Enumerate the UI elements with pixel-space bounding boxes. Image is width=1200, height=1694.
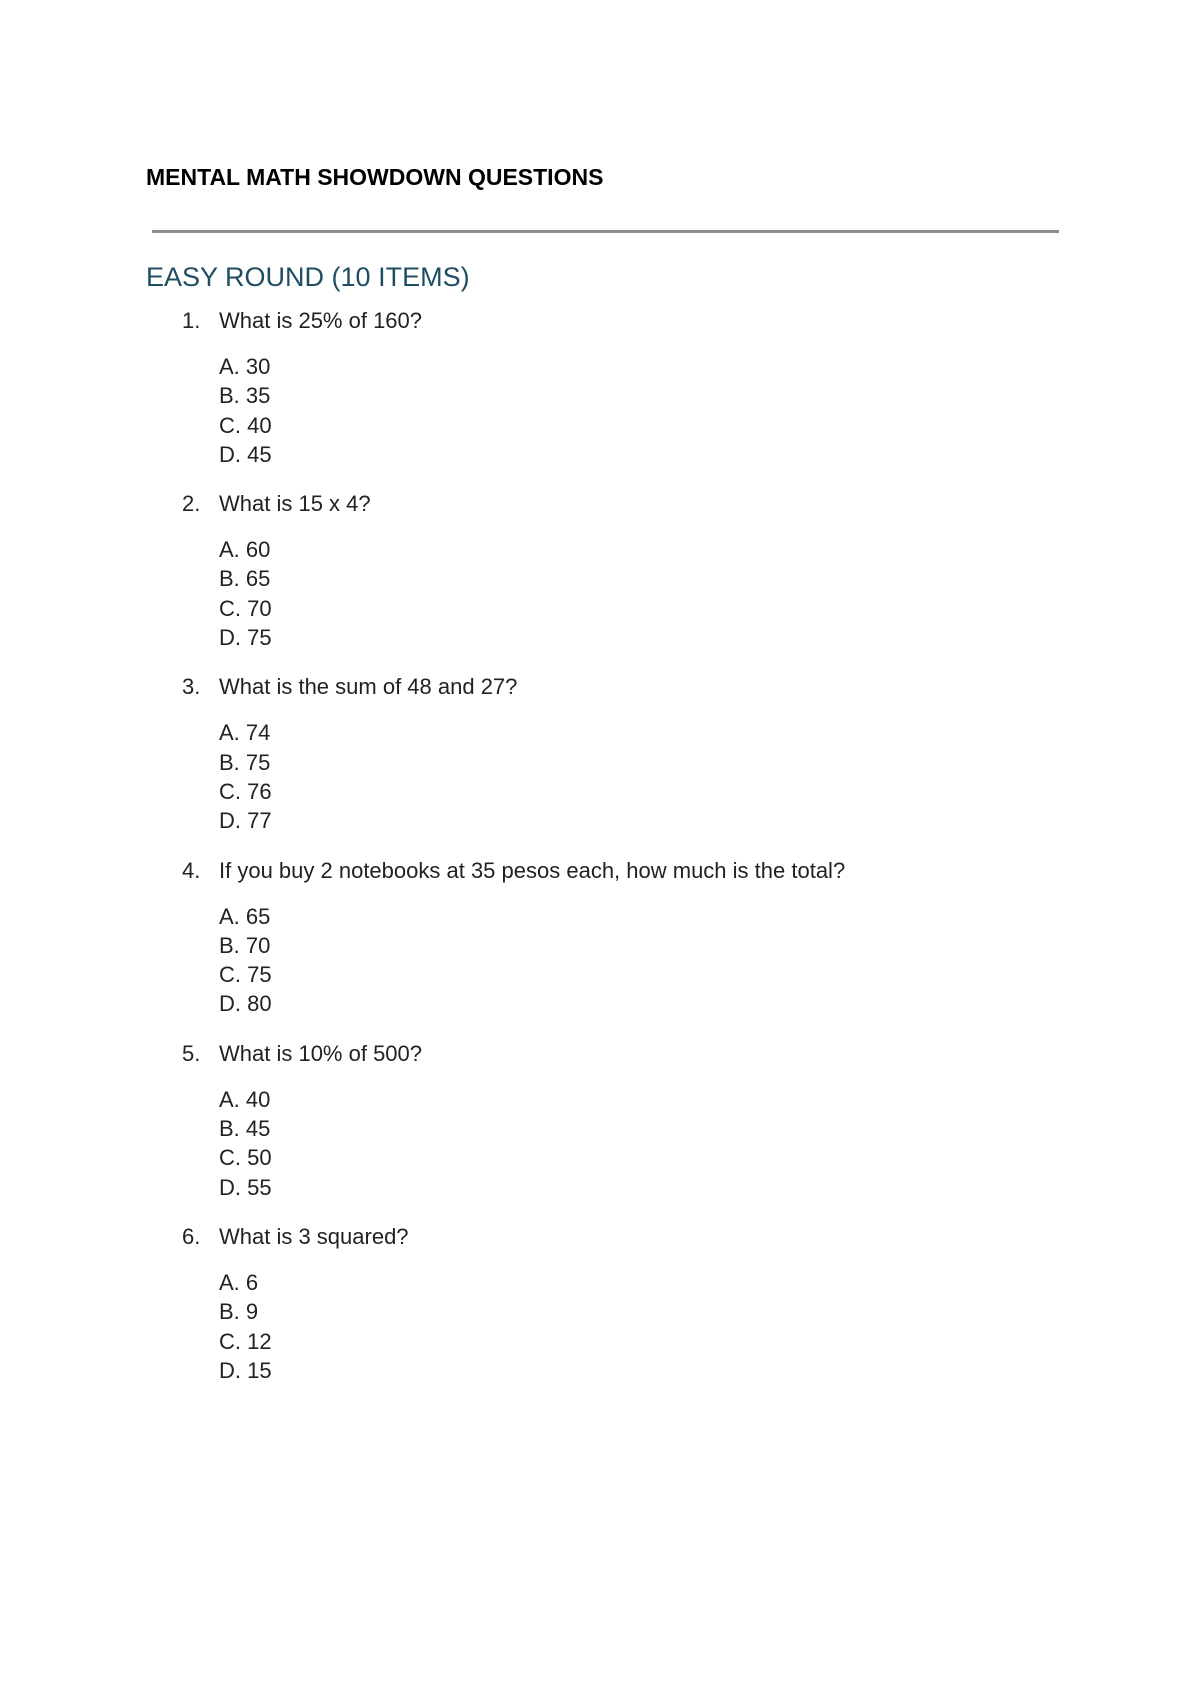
question-item (146, 856, 1126, 1019)
question-item (146, 306, 1126, 469)
option-b: B. 45 (219, 1116, 271, 1142)
option-list (146, 352, 1126, 469)
question-item (146, 489, 1126, 652)
option-d: D. 77 (219, 808, 272, 834)
option-a: A. 74 (219, 720, 271, 746)
option-a: A. 30 (219, 354, 271, 379)
question-text: If you buy 2 notebooks at 35 pesos each, how much is the total? (219, 857, 846, 883)
question-number: 6. (182, 1223, 201, 1249)
option-list (146, 902, 1126, 1019)
question-item (146, 1222, 1126, 1385)
option-list (146, 1268, 1126, 1385)
option-d: D. 80 (219, 991, 272, 1017)
option-c: C. 40 (219, 412, 272, 438)
option-b: B. 35 (219, 383, 271, 409)
question-item (146, 1039, 1126, 1202)
question-text: What is 15 x 4? (219, 491, 371, 517)
option-list (146, 1085, 1126, 1202)
question-text: What is 3 squared? (219, 1223, 409, 1249)
option-b: B. 65 (219, 566, 271, 592)
option-c: C. 76 (219, 778, 272, 804)
question-text: What is 10% of 500? (219, 1040, 423, 1066)
option-c: C. 50 (219, 1145, 272, 1171)
question-row (146, 489, 1126, 519)
question-list (146, 306, 1126, 1405)
option-list (146, 535, 1126, 652)
question-row (146, 1222, 1126, 1252)
option-c: C. 70 (219, 595, 272, 621)
question-row (146, 672, 1126, 702)
question-text: What is 25% of 160? (219, 308, 423, 333)
option-c: C. 75 (219, 962, 272, 988)
question-row (146, 306, 1126, 336)
option-a: A. 6 (219, 1269, 259, 1295)
option-list (146, 718, 1126, 835)
question-number: 2. (182, 491, 201, 517)
question-row (146, 1039, 1126, 1069)
question-number: 1. (182, 308, 201, 333)
question-number: 4. (182, 857, 201, 883)
option-c: C. 12 (219, 1328, 272, 1354)
option-d: D. 45 (219, 441, 272, 467)
section-heading: EASY ROUND (10 ITEMS) (146, 262, 470, 292)
option-a: A. 40 (219, 1086, 271, 1112)
option-d: D. 75 (219, 625, 272, 651)
option-b: B. 70 (219, 932, 271, 958)
question-row (146, 856, 1126, 886)
question-item (146, 672, 1126, 835)
option-b: B. 75 (219, 749, 271, 775)
title-divider (152, 230, 1059, 233)
document-title: MENTAL MATH SHOWDOWN QUESTIONS (146, 164, 604, 190)
question-number: 5. (182, 1040, 201, 1066)
option-b: B. 9 (219, 1299, 259, 1325)
question-text: What is the sum of 48 and 27? (219, 674, 518, 700)
option-d: D. 55 (219, 1174, 272, 1200)
option-a: A. 65 (219, 903, 271, 929)
option-a: A. 60 (219, 537, 271, 563)
option-d: D. 15 (219, 1357, 272, 1383)
question-number: 3. (182, 674, 201, 700)
